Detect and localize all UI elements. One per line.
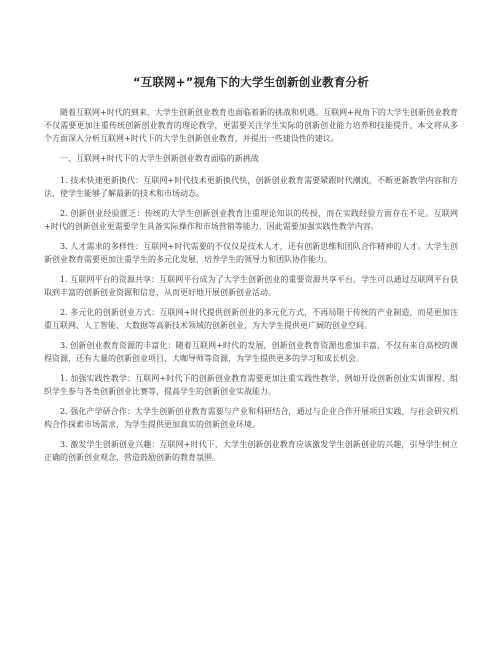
paragraph: 1. 技术快速更新换代：互联网+时代技术更新换代快，创新创业教育需要紧跟时代潮流，不断更新教学内容和方法，使学生能够了解最新的技术和市场动态。 — [44, 176, 458, 198]
paragraph: 3. 创新创业教育资源的丰富化：随着互联网+时代的发展，创新创业教育资源也愈加丰富，不仅有来自高校的课程资源，还有大量的创新创业项目、大咖导师等资源，为学生提供更多的学习和成长机会。 — [44, 341, 458, 363]
paragraph: 2. 强化产学研合作：大学生创新创业教育需要与产业和科研结合，通过与企业合作开展项目实践，与社会研究机构合作探索市场需求，为学生提供更加真实的创新创业环境。 — [44, 407, 458, 429]
section-heading: 一、互联网+时代下的大学生创新创业教育面临的新挑战 — [60, 154, 259, 163]
paragraph: 1. 加强实践性教学：互联网+时代下的创新创业教育需要更加注重实践性教学，例如开设创新创业实训课程、组织学生参与各类创新创业比赛等，提高学生的创新创业实战能力。 — [44, 374, 458, 396]
paragraph: 2. 创新创业经验匮乏：传统的大学生创新创业教育注重理论知识的传授，而在实践经验方面存在不足。互联网+时代的创新创业更需要学生具备实际操作和市场营销等能力，因此需要加强实践性教学内容。 — [44, 209, 458, 231]
document-title: “互联网+”视角下的大学生创新创业教育分析 — [133, 75, 369, 89]
paragraph: 1. 互联网平台的资源共享：互联网平台成为了大学生创新创业的重要资源共享平台，学生可以通过互联网平台获取到丰富的创新创业资源和信息，从而更好地开展创新创业活动。 — [44, 275, 458, 297]
paragraph: 3. 人才需求的多样性：互联网+时代需要的不仅仅是技术人才，还有创新思维和团队合作精神的人才。大学生创新创业教育需要更加注重学生的多元化发展，培养学生的领导力和团队协作能力。 — [44, 242, 458, 264]
paragraph: 2. 多元化的创新创业方式：互联网+时代提供创新创业的多元化方式，不再局限于传统的产业制造，而是更加注重互联网、人工智能、大数据等高新技术领域的创新创业，为大学生提供更广阔的创业空间。 — [44, 308, 458, 330]
intro-paragraph: 随着互联网+时代的到来，大学生创新创业教育也面临着新的挑战和机遇。互联网+视角下的大学生创新创业教育不仅需要更加注重传统创新创业教育的理论教学，更需要关注学生实际的创新创业能力培养和技能提升。本文将从多个方面深入分析互联网+时代下的大学生创新创业教育，并提出一些建设性的建议。 — [44, 108, 458, 143]
paragraph: 3. 激发学生创新创业兴趣：互联网+时代下，大学生创新创业教育应该激发学生创新创业的兴趣，引导学生树立正确的创新创业观念，营造鼓励创新的教育氛围。 — [44, 440, 458, 462]
